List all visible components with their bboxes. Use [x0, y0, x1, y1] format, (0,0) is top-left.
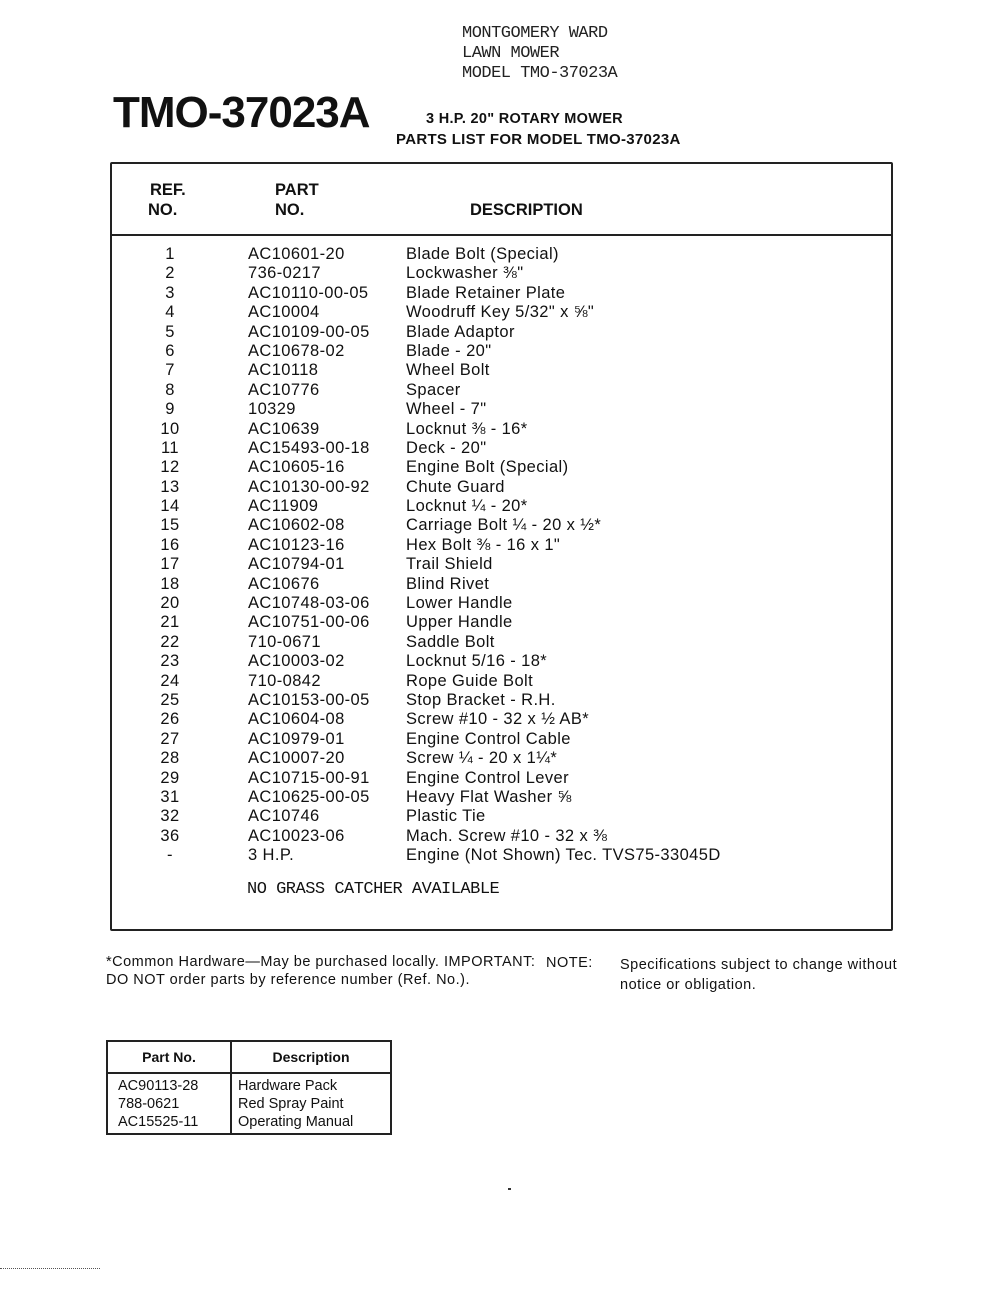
table-row	[112, 691, 891, 710]
part-description: Locknut ¼ - 20*	[406, 497, 528, 516]
part-description: Saddle Bolt	[406, 632, 495, 651]
part-description: Blade Retainer Plate	[406, 283, 566, 302]
part-description: Deck - 20"	[406, 438, 487, 457]
table-row	[112, 361, 891, 380]
part-no: AC10625-00-05	[248, 787, 370, 806]
table-row	[112, 633, 891, 652]
part-no: AC10676	[248, 574, 320, 593]
table-row	[107, 1073, 391, 1095]
table-row	[112, 769, 891, 788]
ref-no: 14	[160, 497, 180, 516]
table-row	[112, 536, 891, 555]
table-row	[112, 342, 891, 361]
ref-no: 17	[160, 555, 180, 574]
part-no: 736-0217	[248, 264, 321, 283]
ref-no: 25	[160, 690, 180, 709]
table-row	[112, 264, 891, 283]
table-row	[112, 458, 891, 477]
ref-no: 11	[161, 438, 179, 457]
header-description: DESCRIPTION	[470, 201, 583, 219]
ref-no: 31	[160, 787, 180, 806]
accessory-part-no: 788-0621	[107, 1095, 231, 1113]
handwritten-note	[462, 24, 617, 84]
ref-no: 9	[165, 400, 175, 419]
part-description: Rope Guide Bolt	[406, 671, 534, 690]
accessory-description: Hardware Pack	[238, 1078, 338, 1094]
part-description: Lower Handle	[406, 594, 513, 613]
scan-speck	[508, 1188, 511, 1190]
part-description: Engine Control Lever	[406, 768, 570, 787]
part-no: AC10979-01	[248, 729, 345, 748]
ref-no: 24	[160, 671, 180, 690]
accessory-part-no: AC90113-28	[107, 1073, 231, 1095]
header-divider	[112, 234, 891, 236]
ref-no: 5	[165, 322, 175, 341]
part-no: AC10007-20	[248, 749, 345, 768]
part-no: AC10602-08	[248, 516, 345, 535]
part-no: AC10776	[248, 380, 320, 399]
table-row	[112, 846, 891, 865]
part-description: Lockwasher ⅜"	[406, 264, 524, 283]
part-description: Blind Rivet	[406, 574, 490, 593]
table-row	[112, 594, 891, 613]
ref-no: 13	[160, 477, 180, 496]
table-row	[112, 710, 891, 729]
part-description: Stop Bracket - R.H.	[406, 690, 556, 709]
table-row	[112, 788, 891, 807]
handwritten-note-line: LAWN MOWER	[462, 44, 560, 63]
table-row	[112, 652, 891, 671]
part-description: Plastic Tie	[406, 807, 486, 826]
part-description: Blade - 20"	[406, 341, 492, 360]
parts-list-subtitle: PARTS LIST FOR MODEL TMO-37023A	[396, 131, 681, 148]
ref-no: 15	[160, 516, 180, 535]
ref-no: 27	[160, 729, 180, 748]
part-description: Carriage Bolt ¼ - 20 x ½*	[406, 516, 602, 535]
accessory-description: Red Spray Paint	[238, 1096, 344, 1112]
part-no: AC10639	[248, 419, 320, 438]
part-no: 710-0842	[248, 671, 321, 690]
table-row	[112, 245, 891, 264]
table-row	[112, 323, 891, 342]
part-no: AC10748-03-06	[248, 594, 370, 613]
ref-no: 7	[165, 361, 175, 380]
handwritten-note-line: MODEL TMO-37023A	[462, 64, 618, 83]
part-no: AC10023-06	[248, 826, 345, 845]
table-row	[112, 381, 891, 400]
part-no: AC10746	[248, 807, 320, 826]
header-ref-line1: REF.	[150, 181, 186, 199]
part-no: AC10003-02	[248, 652, 345, 671]
ref-no: 21	[160, 613, 180, 632]
part-no: 710-0671	[248, 632, 321, 651]
part-no: AC10153-00-05	[248, 690, 370, 709]
part-no: AC10109-00-05	[248, 322, 370, 341]
part-no: AC10794-01	[248, 555, 345, 574]
note-label: NOTE:	[546, 955, 593, 971]
part-description: Blade Bolt (Special)	[406, 245, 559, 263]
table-row	[112, 827, 891, 846]
part-no: 3 H.P.	[248, 846, 295, 865]
accessory-description: Operating Manual	[238, 1114, 354, 1130]
table-row	[112, 516, 891, 535]
ref-no: 29	[160, 768, 180, 787]
header-part-line1: PART	[275, 181, 319, 199]
table-row	[112, 284, 891, 303]
part-description: Heavy Flat Washer ⅝	[406, 787, 572, 806]
common-hardware-footnote: *Common Hardware—May be purchased locally. IMPORTANT: DO NOT order parts by reference number (Ref. No.).	[106, 954, 536, 988]
ref-no: 6	[165, 341, 175, 360]
part-no: AC10604-08	[248, 710, 345, 729]
ref-no: 28	[160, 749, 180, 768]
part-description: Locknut ⅜ - 16*	[406, 419, 528, 438]
ref-no: 18	[160, 574, 180, 593]
part-no: AC10118	[248, 361, 319, 380]
part-description: Chute Guard	[406, 477, 505, 496]
table-row	[112, 730, 891, 749]
ref-no: 20	[160, 594, 180, 613]
parts-list-table	[110, 162, 893, 931]
table-row	[112, 613, 891, 632]
ref-no: 4	[165, 303, 175, 322]
accessory-header-description: Description	[231, 1041, 391, 1073]
specifications-note: Specifications subject to change without notice or obligation.	[620, 957, 898, 993]
table-row	[107, 1095, 391, 1113]
part-no: 10329	[248, 400, 296, 419]
table-row	[112, 555, 891, 574]
part-no: AC10130-00-92	[248, 477, 370, 496]
ref-no: 2	[165, 264, 175, 283]
table-row	[112, 497, 891, 516]
part-no: AC10605-16	[248, 458, 345, 477]
part-no: AC10004	[248, 303, 320, 322]
ref-no: 26	[160, 710, 180, 729]
part-description: Engine Bolt (Special)	[406, 458, 569, 477]
table-row	[112, 439, 891, 458]
part-description: Trail Shield	[406, 555, 493, 574]
table-row	[112, 303, 891, 322]
ref-no: 23	[160, 652, 180, 671]
part-description: Engine Control Cable	[406, 729, 571, 748]
model-number-title: TMO-37023A	[113, 88, 370, 137]
part-description: Blade Adaptor	[406, 322, 515, 341]
part-description: Wheel Bolt	[406, 361, 490, 380]
part-no: AC10123-16	[248, 535, 345, 554]
part-no: AC11909	[248, 497, 319, 516]
part-no: AC10678-02	[248, 341, 345, 360]
part-description: Locknut 5/16 - 18*	[406, 652, 548, 671]
part-description: Screw ¼ - 20 x 1¼*	[406, 749, 558, 768]
part-no: AC10110-00-05	[248, 283, 369, 302]
part-no: AC10715-00-91	[248, 768, 370, 787]
part-no: AC10751-00-06	[248, 613, 370, 632]
part-description: Engine (Not Shown) Tec. TVS75-33045D	[406, 846, 721, 865]
mower-subtitle: 3 H.P. 20" ROTARY MOWER	[426, 111, 623, 127]
scan-smudge	[0, 1268, 100, 1273]
table-row	[112, 575, 891, 594]
table-row	[112, 400, 891, 419]
ref-no: 1	[165, 245, 175, 263]
table-row	[112, 807, 891, 826]
parts-rows	[112, 245, 891, 866]
ref-no: -	[167, 846, 173, 865]
part-no: AC10601-20	[248, 245, 345, 263]
table-row	[107, 1113, 391, 1134]
ref-no: 16	[160, 535, 180, 554]
header-part-line2: NO.	[275, 201, 305, 219]
accessory-part-no: AC15525-11	[107, 1113, 231, 1134]
accessory-header-part: Part No.	[107, 1041, 231, 1073]
ref-no: 36	[160, 826, 180, 845]
ref-no: 32	[160, 807, 180, 826]
ref-no: 12	[160, 458, 180, 477]
table-row	[112, 749, 891, 768]
ref-no: 8	[165, 380, 175, 399]
table-row	[112, 478, 891, 497]
part-description: Hex Bolt ⅜ - 16 x 1"	[406, 535, 561, 554]
ref-no: 10	[160, 419, 180, 438]
part-description: Wheel - 7"	[406, 400, 487, 419]
part-description: Upper Handle	[406, 613, 513, 632]
part-description: Screw #10 - 32 x ½ AB*	[406, 710, 590, 729]
no-grass-catcher-note: NO GRASS CATCHER AVAILABLE	[247, 880, 500, 899]
header-ref-line2: NO.	[148, 201, 178, 219]
ref-no: 22	[160, 632, 180, 651]
part-no: AC15493-00-18	[248, 438, 370, 457]
table-row	[112, 420, 891, 439]
part-description: Woodruff Key 5/32" x ⅝"	[406, 303, 595, 322]
part-description: Spacer	[406, 380, 461, 399]
table-row	[112, 672, 891, 691]
part-description: Mach. Screw #10 - 32 x ⅜	[406, 826, 608, 845]
ref-no: 3	[165, 283, 175, 302]
handwritten-note-line: MONTGOMERY WARD	[462, 24, 608, 43]
accessory-table	[106, 1040, 392, 1135]
